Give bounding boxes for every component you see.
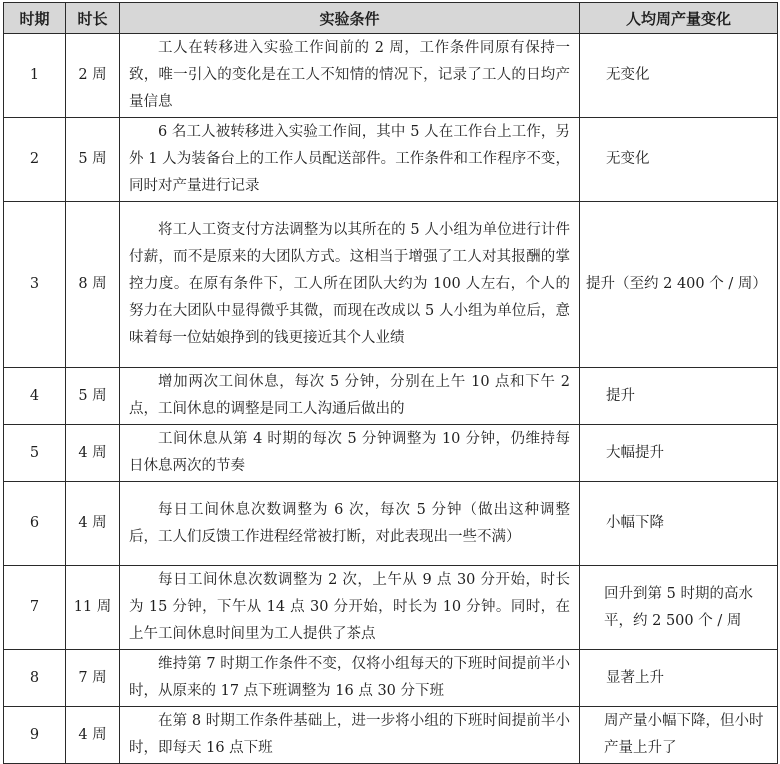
cell-period: 4 xyxy=(4,368,66,425)
cell-period: 8 xyxy=(4,650,66,707)
cell-period: 2 xyxy=(4,118,66,202)
cell-duration: 5 周 xyxy=(66,118,120,202)
conditions-text: 工人在转移进入实验工作间前的 2 周，工作条件同原有保持一致，唯一引入的变化是在工人不知情的情况下，记录了工人的日均产量信息 xyxy=(129,40,570,110)
table-row xyxy=(4,650,778,707)
cell-duration: 7 周 xyxy=(66,650,120,707)
cell-duration: 4 周 xyxy=(66,425,120,482)
table-header-row xyxy=(4,3,778,34)
conditions-text: 维持第 7 时期工作条件不变，仅将小组每天的下班时间提前半小时，从原来的 17 点下班调整为 16 点 30 分下班 xyxy=(129,656,570,699)
cell-period: 5 xyxy=(4,425,66,482)
conditions-text: 6 名工人被转移进入实验工作间，其中 5 人在工作台上工作，另外 1 人为装备台上的工作人员配送部件。工作条件和工作程序不变，同时对产量进行记录 xyxy=(129,124,570,194)
cell-change: 周产量小幅下降，但小时产量上升了 xyxy=(580,707,778,764)
cell-change: 提升 xyxy=(580,368,778,425)
cell-conditions xyxy=(120,34,580,118)
cell-period: 1 xyxy=(4,34,66,118)
cell-duration: 2 周 xyxy=(66,34,120,118)
cell-change: 大幅提升 xyxy=(580,425,778,482)
header-conditions: 实验条件 xyxy=(120,3,580,34)
conditions-text: 工间休息从第 4 时期的每次 5 分钟调整为 10 分钟，仍维持每日休息两次的节奏 xyxy=(129,431,570,474)
cell-change: 无变化 xyxy=(580,34,778,118)
experiment-table xyxy=(3,2,778,764)
cell-conditions xyxy=(120,425,580,482)
cell-duration: 4 周 xyxy=(66,482,120,566)
cell-conditions xyxy=(120,202,580,368)
conditions-text: 增加两次工间休息，每次 5 分钟，分别在上午 10 点和下午 2 点，工间休息的调整是同工人沟通后做出的 xyxy=(129,374,570,417)
table-row xyxy=(4,34,778,118)
cell-change: 提升（至约 2 400 个 / 周） xyxy=(580,202,778,368)
cell-conditions xyxy=(120,482,580,566)
cell-conditions xyxy=(120,650,580,707)
header-change: 人均周产量变化 xyxy=(580,3,778,34)
cell-conditions xyxy=(120,368,580,425)
cell-duration: 4 周 xyxy=(66,707,120,764)
cell-period: 3 xyxy=(4,202,66,368)
cell-duration: 5 周 xyxy=(66,368,120,425)
cell-conditions xyxy=(120,707,580,764)
cell-change: 小幅下降 xyxy=(580,482,778,566)
cell-duration: 8 周 xyxy=(66,202,120,368)
table-row xyxy=(4,202,778,368)
table-row xyxy=(4,118,778,202)
cell-change: 回升到第 5 时期的高水平，约 2 500 个 / 周 xyxy=(580,566,778,650)
conditions-text: 将工人工资支付方法调整为以其所在的 5 人小组为单位进行计件付薪，而不是原来的大团队方式。这相当于增强了工人对其报酬的掌控力度。在原有条件下，工人所在团队大约为 100 人左右，个人的努力在大团队中显得微乎其微，而现在改成以 5 人小组为单位后，意味着每一位姑娘挣到的钱更接近其个人业绩 xyxy=(129,222,570,346)
cell-change: 无变化 xyxy=(580,118,778,202)
cell-period: 6 xyxy=(4,482,66,566)
cell-conditions xyxy=(120,566,580,650)
cell-period: 7 xyxy=(4,566,66,650)
table-row xyxy=(4,482,778,566)
cell-conditions xyxy=(120,118,580,202)
table-row xyxy=(4,707,778,764)
conditions-text: 在第 8 时期工作条件基础上，进一步将小组的下班时间提前半小时，即每天 16 点下班 xyxy=(129,713,570,756)
cell-change: 显著上升 xyxy=(580,650,778,707)
table-row xyxy=(4,566,778,650)
conditions-text: 每日工间休息次数调整为 6 次，每次 5 分钟（做出这种调整后，工人们反馈工作进程经常被打断，对此表现出一些不满） xyxy=(129,501,570,545)
table-row xyxy=(4,425,778,482)
cell-duration: 11 周 xyxy=(66,566,120,650)
header-period: 时期 xyxy=(4,3,66,34)
conditions-text: 每日工间休息次数调整为 2 次，上午从 9 点 30 分开始，时长为 15 分钟，下午从 14 点 30 分开始，时长为 10 分钟。同时，在上午工间休息时间里为工人提供了茶点 xyxy=(129,572,570,642)
cell-period: 9 xyxy=(4,707,66,764)
header-duration: 时长 xyxy=(66,3,120,34)
table-row xyxy=(4,368,778,425)
